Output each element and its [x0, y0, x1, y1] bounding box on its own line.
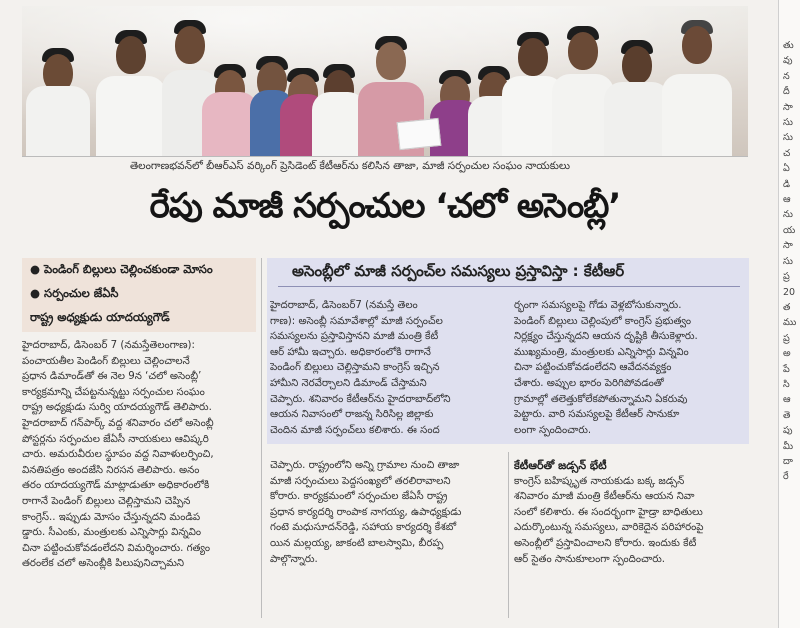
clipped-text: వు — [783, 55, 793, 67]
article-line: సమస్యలను ప్రస్తావిస్తానని మాజీ మంత్రి కేటీ — [270, 331, 439, 343]
sidebar-story-col-right — [514, 298, 746, 438]
column-divider — [508, 452, 509, 618]
article-line: హైదరాబాద్, డిసెంబర్ 7 (నమస్తేతెలంగాణ): — [22, 340, 195, 351]
news-photo — [22, 6, 748, 157]
brief-story — [514, 458, 746, 567]
clipped-text: అ — [783, 348, 791, 360]
clipped-text: దా — [783, 455, 793, 467]
article-line: పెట్టారు. వారి సమస్యలపై కేటీఆర్ సానుకూ — [514, 409, 680, 421]
brief-story-heading: కేటీఆర్‌తో జడ్సన్ భేటీ — [514, 459, 607, 472]
clipped-text: ఏ — [783, 163, 790, 175]
article-line: ఎదుర్కొంటున్న సమస్యలు, వారికెదైన పరిహారంపై — [514, 522, 704, 534]
article-line: చేశారు. అప్పుల భారం పెరిగిపోవడంతో — [514, 377, 664, 389]
article-line: చెప్పారు. శనివారం కేటీఆర్‌ను హైదరాబాద్‌లోని — [270, 393, 451, 405]
kicker-text: రాష్ట్ర అధ్యక్షుడు యాదయ్యగౌడ్ — [30, 310, 170, 324]
article-line: గంటె మధుసూదన్‌రెడ్డి, సహాయ కార్యదర్శి కేశబో — [270, 522, 457, 534]
article-line: ముఖ్యమంత్రి, మంత్రులకు ఎన్నిసార్లు విన్నవిం — [514, 346, 689, 358]
kicker-line — [30, 310, 170, 327]
article-line: పంచాయతీల పెండింగ్ బిల్లులు చెల్లించాలనే — [22, 355, 190, 367]
clipped-text: త — [783, 301, 791, 313]
article-line: చినా పట్టించుకోవడంలేదని ఆవేదనవ్యక్తం — [514, 362, 672, 374]
clipped-text: ఆ — [783, 394, 791, 406]
clipped-text: మీ — [783, 440, 794, 452]
article-line: కార్యక్రమాన్ని చేపట్టనున్నట్టు సర్పంచుల సంఘం — [22, 386, 205, 398]
article-line: ర్భంగా సమస్యలపై గోడు వెళ్లబోసుకున్నారు. — [514, 300, 682, 311]
article-line: హైదరాబాద్, డిసెంబర్7 (నమస్తే తెలం — [270, 300, 418, 311]
clipped-text: ప్ర — [783, 332, 790, 344]
clipped-text: య — [783, 224, 796, 236]
headline: రేపు మాజీ సర్పంచుల ‘చలో అసెంబ్లీ’ — [149, 186, 621, 226]
sidebar-story-heading: అసెంబ్లీలో మాజీ సర్పంచ్‌ల సమస్యలు ప్రస్తావిస్తా : కేటీఆర్ — [292, 262, 625, 280]
article-line: రాష్ట్ర అధ్యక్షుడు సుర్వి యాదయ్యగౌడ్ తెలిపారు. — [22, 402, 212, 414]
bullet-icon: ● — [30, 262, 45, 276]
clipped-text: ప్ర — [783, 271, 790, 283]
clipped-text: ఆ — [783, 194, 791, 206]
article-line: కాంగ్రెస్.. ఇప్పుడు మోసం చేస్తున్నదని మండిప — [22, 511, 201, 523]
article-line: మాజీ సర్పంచులు పెద్దసంఖ్యలో తరలిరావాలని — [270, 475, 451, 487]
article-line: లంగా స్పందించారు. — [514, 424, 592, 436]
memorandum-paper — [397, 118, 442, 150]
article-line: కాంగ్రెస్ బహిష్కృత నాయకుడు బక్క జడ్సన్ — [514, 475, 685, 487]
clipped-text: రే — [783, 471, 789, 483]
photo-caption: తెలంగాణభవన్‌లో బీఆర్‌ఎస్ వర్కింగ్ ప్రెసిడెంట్ కేటీఆర్‌ను కలిసిన తాజా, మాజీ సర్పంచుల సంఘం నాయకులు — [130, 160, 570, 172]
article-line: అసెంబ్లీలో ప్రస్తావించాలని కోరారు. ఇందుకు కేటీ — [514, 537, 697, 549]
article-line: సంలో కలిశారు. ఈ సందర్భంగా హైడ్రా బాధితులు — [514, 506, 703, 518]
article-line: నిర్లక్ష్యం చేస్తున్నదని ఆయన దృష్టికి తీసుకెళ్లారు. — [514, 331, 698, 343]
clipped-text: 20 — [783, 286, 796, 298]
article-line: రాగానే పెండింగ్ బిల్లులు చెల్లిస్తామని చెప్పిన — [22, 495, 191, 507]
clipped-text: పే — [783, 363, 790, 375]
kicker-text: పెండింగ్ బిల్లులు చెల్లించకుండా మోసం — [44, 262, 213, 276]
clipped-text: తె — [783, 409, 791, 421]
article-line: చారు. అమరువీరుల స్థూపం వద్ద నివాళులర్పించి, — [22, 449, 214, 461]
heading-rule — [278, 286, 740, 287]
article-line: శనివారం మాజీ మంత్రి కేటీఆర్‌ను ఆయన నివా — [514, 491, 695, 503]
article-line: కోరారు. కార్యక్రమంలో సర్పంచుల జేఏసీ రాష్ట్ర — [270, 491, 448, 503]
clipped-text: దీ — [783, 86, 790, 98]
article-line: గ్రామాల్లో తలెత్తుకోలేకపోతున్నామని ఏకరువు — [514, 393, 688, 405]
adjacent-column-clipped — [778, 0, 800, 628]
column-divider — [261, 258, 262, 618]
clipped-text: ను — [783, 209, 793, 221]
kicker-line — [30, 286, 118, 303]
clipped-text: పు — [783, 425, 793, 437]
article-line: వినతిపత్రం అందజేసి నిరసన తెలిపారు. అనం — [22, 464, 200, 476]
clipped-text: సి — [783, 378, 790, 390]
article-line: చెప్పారు. రాష్ట్రంలోని అన్ని గ్రామాల నుంచి తాజా — [270, 460, 460, 471]
clipped-text: సా — [783, 240, 793, 252]
article-line: చెందిన మాజీ సర్పంచ్‌లు కలిశారు. ఈ సంద — [270, 424, 440, 436]
kicker-line — [30, 262, 213, 279]
article-line: చినా పట్టించుకోవడంలేదని విమర్శించారు. గత్యం — [22, 542, 211, 554]
article-line: పాల్గొన్నారు. — [270, 553, 318, 565]
article-line: ప్రధాన డిమాండ్‌తో ఈ నెల 9న ‘చలో అసెంబ్లీ’ — [22, 371, 202, 383]
article-line: పోస్టర్లను సర్పంచుల జేఏసీ నాయకులు ఆవిష్కరి — [22, 433, 209, 445]
article-line: హైదరాబాద్ గన్‌పార్క్ వద్ద శనివారం చలో అసెంబ్లీ — [22, 417, 214, 429]
sidebar-story-col-left — [270, 298, 506, 438]
clipped-text: డి — [783, 178, 791, 190]
article-main-body — [22, 338, 256, 572]
clipped-text: న — [783, 70, 790, 82]
article-line: తరంలేక చలో అసెంబ్లీకి పిలుపునిచ్చామని — [22, 558, 185, 570]
article-line: డ్డారు. సీఎంకు, మంత్రులకు ఎన్నిసార్లు విన్నవిం — [22, 527, 202, 539]
bullet-icon: ● — [30, 286, 45, 300]
clipped-text: సా — [783, 101, 793, 113]
clipped-text: తు — [783, 40, 794, 51]
article-line: ఆర్ సైతం సానుకూలంగా స్పందించారు. — [514, 553, 666, 565]
clipped-text: సు — [783, 255, 793, 267]
clipped-text: చ — [783, 147, 791, 159]
article-line: తరం యాదయ్యగౌడ్ మాట్లాడుతూ అధికారంలోకి — [22, 480, 210, 492]
article-line: ప్రధాన కార్యదర్శి రాంపాక నాగయ్య, ఉపాధ్యక్షుడు — [270, 506, 462, 518]
clipped-text: సు — [783, 132, 793, 144]
article-main-continued — [270, 458, 506, 567]
clipped-text: సు — [783, 117, 793, 129]
kicker-text: సర్పంచుల జేఏసీ — [44, 286, 119, 300]
article-line: ఆయన నివాసంలో రాజన్న సిరిసిల్ల జిల్లాకు — [270, 409, 434, 421]
article-line: పెండింగ్ బిల్లులు చెల్లిస్తామని కాంగ్రెస్ ఇచ్చిన — [270, 362, 440, 374]
article-line: పెండింగ్ బిల్లులు చెల్లింపులో కాంగ్రెస్ ప్రభుత్వం — [514, 315, 692, 327]
article-line: ఆర్ హామీ ఇచ్చారు. అధికారంలోకి రాగానే — [270, 346, 431, 358]
article-line: యిన మల్లయ్య, జాకంటి బాలస్వామి, బీరప్ప — [270, 537, 444, 549]
article-line: హామీని నెరవేర్చాలని డిమాండ్ చేస్తామని — [270, 377, 427, 389]
clipped-text: ము — [783, 317, 797, 329]
article-line: గాణ): అసెంబ్లీ సమావేశాల్లో మాజీ సర్పంచ్‌ల — [270, 315, 443, 327]
